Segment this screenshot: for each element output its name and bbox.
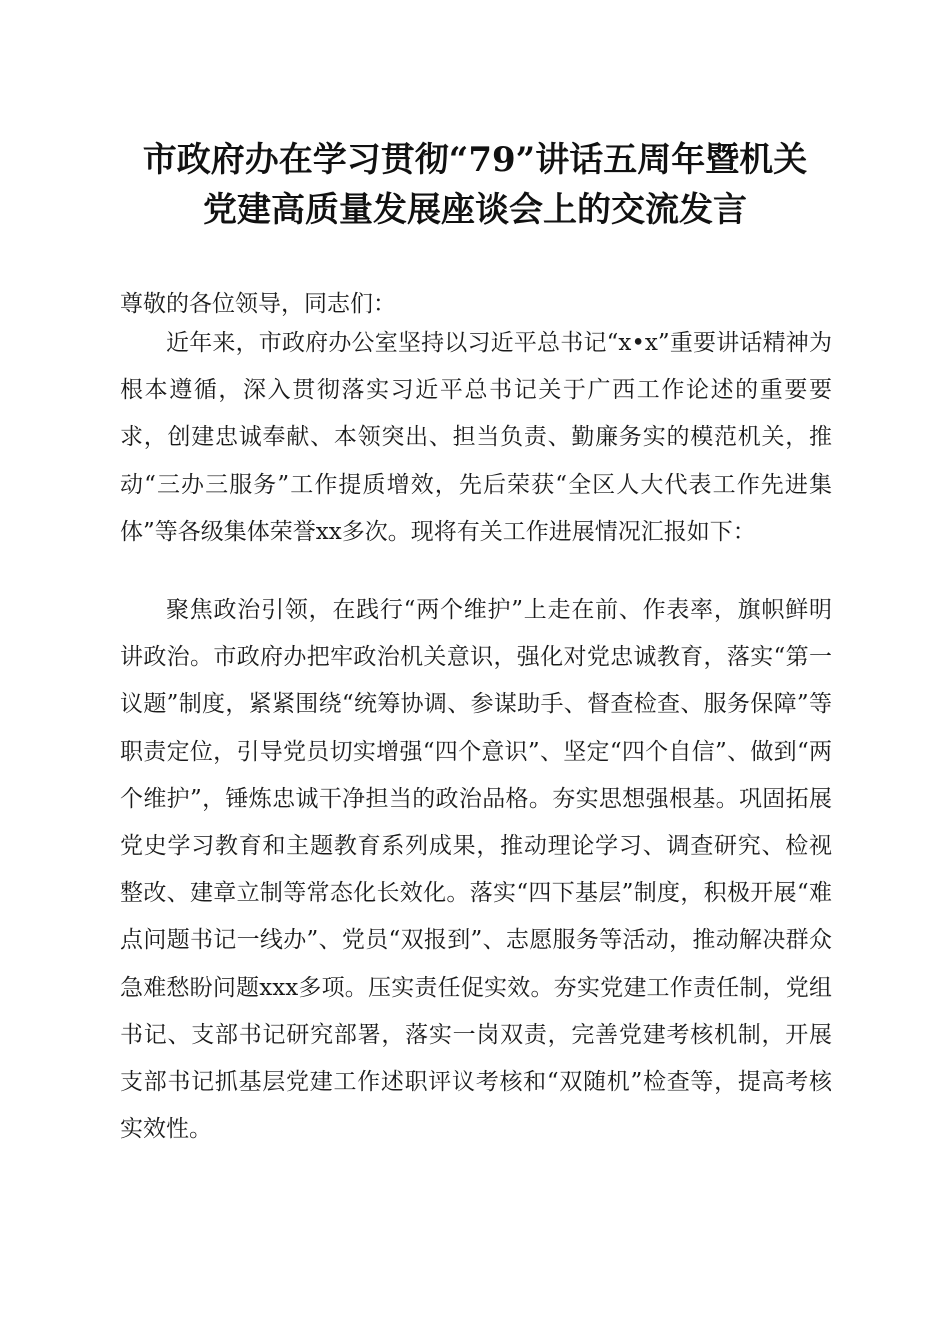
paragraph: 聚焦政治引领，在践行“两个维护”上走在前、作表率，旗帜鲜明讲政治。市政府办把牢政治机关意识，强化对党忠诚教育，落实“第一议题”制度，紧紧围绕“统筹协调、参谋助手、督查检查、服务保障”等职责定位，引导党员切实增强“四个意识”、坚定“四个自信”、做到“两个维护”，锤炼忠诚干净担当的政治品格。夯实思想强根基。巩固拓展党史学习教育和主题教育系列成果，推动理论学习、调查研究、检视整改、建章立制等常态化长效化。落实“四下基层”制度，积极开展“难点问题书记一线办”、党员“双报到”、志愿服务等活动，推动解决群众急难愁盼问题xxx多项。压实责任促实效。夯实党建工作责任制，党组书记、支部书记研究部署，落实一岗双责，完善党建考核机制，开展支部书记抓基层党建工作述职评议考核和“双随机”检查等，提高考核实效性。 bbox=[120, 597, 832, 1143]
document-title-line-2: 党建高质量发展座谈会上的交流发言 bbox=[203, 190, 747, 230]
salutation: 尊敬的各位领导，同志们： bbox=[120, 291, 396, 317]
paragraph: 近年来，市政府办公室坚持以习近平总书记“x•x”重要讲话精神为根本遵循，深入贯彻落实习近平总书记关于广西工作论述的重要要求，创建忠诚奉献、本领突出、担当负责、勤廉务实的模范机关，推动“三办三服务”工作提质增效，先后荣获“全区人大代表工作先进集体”等各级集体荣誉xx多次。现将有关工作进展情况汇报如下： bbox=[120, 330, 832, 545]
document-title-line-1: 市政府办在学习贯彻“79”讲话五周年暨机关 bbox=[142, 140, 808, 180]
